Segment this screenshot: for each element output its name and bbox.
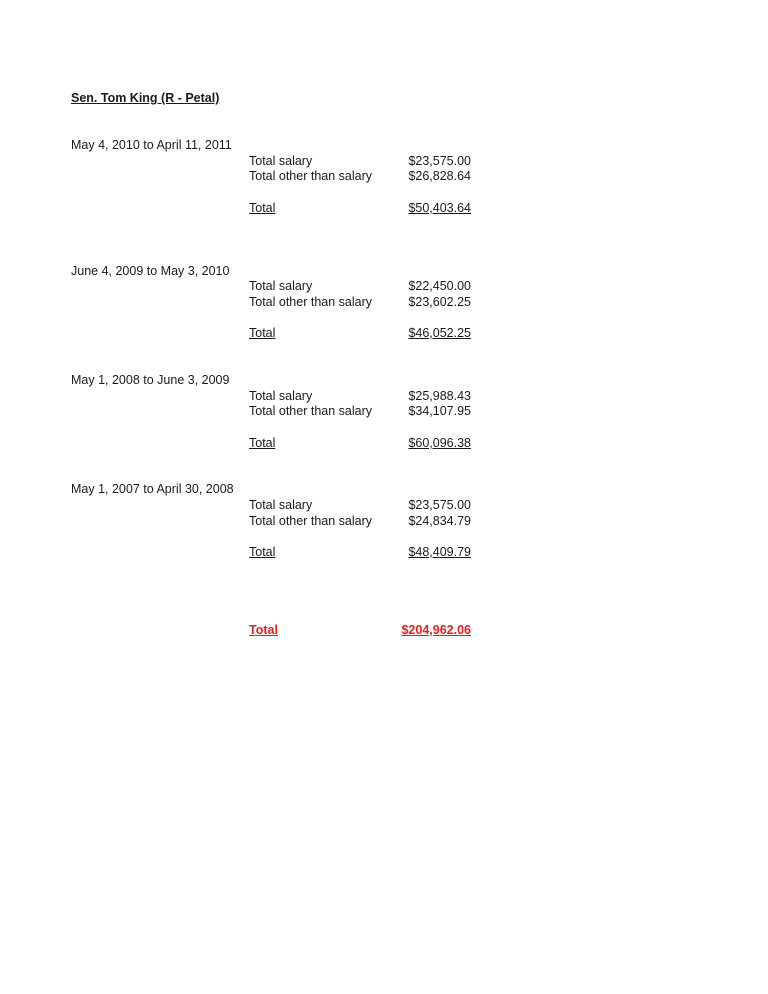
salary-value: $22,450.00 <box>408 279 471 293</box>
period-label: June 4, 2009 to May 3, 2010 <box>71 264 230 278</box>
salary-value: $23,575.00 <box>408 498 471 512</box>
salary-label: Total salary <box>249 389 313 403</box>
salary-value: $23,575.00 <box>408 154 471 168</box>
grand-total-value: $204,962.06 <box>401 623 471 637</box>
salary-label: Total salary <box>249 498 313 512</box>
page-title: Sen. Tom King (R - Petal) <box>71 91 220 105</box>
period-total-value: $46,052.25 <box>408 326 471 340</box>
grand-total-label: Total <box>249 623 278 637</box>
other-label: Total other than salary <box>249 295 372 309</box>
period-label: May 1, 2008 to June 3, 2009 <box>71 373 230 387</box>
period-total-label: Total <box>249 326 276 340</box>
salary-label: Total salary <box>249 154 313 168</box>
other-label: Total other than salary <box>249 169 372 183</box>
period-total-value: $60,096.38 <box>408 436 471 450</box>
other-value: $24,834.79 <box>408 514 471 528</box>
other-value: $34,107.95 <box>408 404 471 418</box>
period-total-value: $48,409.79 <box>408 545 471 559</box>
other-label: Total other than salary <box>249 514 372 528</box>
other-value: $26,828.64 <box>408 169 471 183</box>
period-total-label: Total <box>249 436 276 450</box>
salary-label: Total salary <box>249 279 313 293</box>
other-value: $23,602.25 <box>408 295 471 309</box>
other-label: Total other than salary <box>249 404 372 418</box>
period-total-value: $50,403.64 <box>408 201 471 215</box>
salary-value: $25,988.43 <box>408 389 471 403</box>
period-total-label: Total <box>249 545 276 559</box>
period-total-label: Total <box>249 201 276 215</box>
period-label: May 4, 2010 to April 11, 2011 <box>71 138 232 152</box>
period-label: May 1, 2007 to April 30, 2008 <box>71 482 234 496</box>
